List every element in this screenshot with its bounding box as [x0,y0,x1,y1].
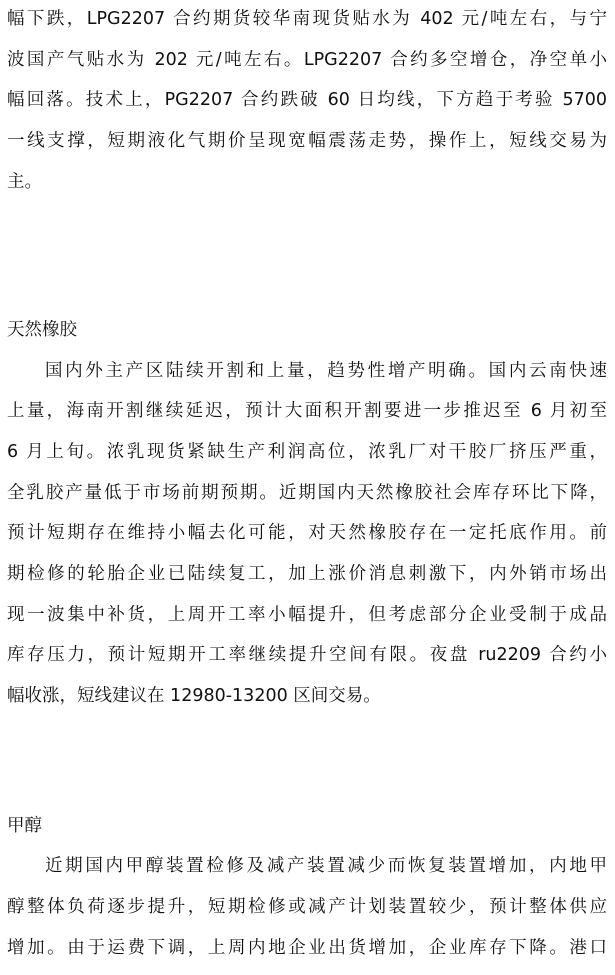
paragraph-line: 预计短期存在维持小幅去化可能，对天然橡胶存在一定托底作用。前 [7,523,607,543]
section-heading-rubber: 天然橡胶 [7,320,77,340]
paragraph-line: 近期国内甲醇装置检修及减产装置减少而恢复装置增加，内地甲 [45,856,607,876]
paragraph-line: 库存压力，预计短期开工率继续提升空间有限。夜盘 ru2209 合约小 [7,645,607,665]
paragraph-line: 醇整体负荷逐步提升，短期检修或减产计划装置较少，预计整体供应 [7,897,607,917]
paragraph-line: 增加。由于运费下调，上周内地企业出货增加，企业库存下降。港口 [7,938,607,958]
paragraph-line: 现一波集中补货，上周开工率小幅提升，但考虑部分企业受制于成品 [7,605,607,625]
paragraph-line: 6 月上旬。浓乳现货紧缺生产利润高位，浓乳厂对干胶厂挤压严重， [7,442,607,462]
paragraph-line: 主。 [7,172,42,192]
paragraph-line: 期检修的轮胎企业已陆续复工，加上涨价消息刺激下，内外销市场出 [7,564,607,584]
paragraph-line: 国内外主产区陆续开割和上量，趋势性增产明确。国内云南快速 [45,361,607,381]
paragraph-line: 上量，海南开割继续延迟，预计大面积开割要进一步推迟至 6 月初至 [7,401,607,421]
paragraph-line: 幅下跌，LPG2207 合约期货较华南现货贴水为 402 元/吨左右，与宁 [7,9,607,29]
paragraph-line: 幅回落。技术上，PG2207 合约跌破 60 日均线，下方趋于考验 5700 [7,90,607,110]
paragraph-line: 一线支撑，短期液化气期价呈现宽幅震荡走势，操作上，短线交易为 [7,131,607,151]
section-heading-methanol: 甲醇 [7,816,42,836]
paragraph-line: 波国产气贴水为 202 元/吨左右。LPG2207 合约多空增仓，净空单小 [7,50,607,70]
paragraph-line: 幅收涨，短线建议在 12980-13200 区间交易。 [7,686,381,706]
paragraph-line: 全乳胶产量低于市场前期预期。近期国内天然橡胶社会库存环比下降， [7,483,607,503]
